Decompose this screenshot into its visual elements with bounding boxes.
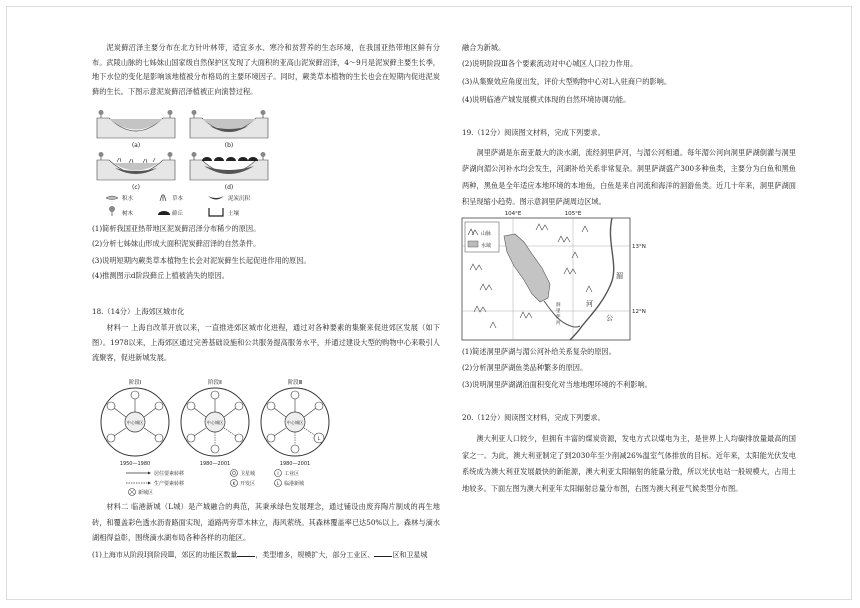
answer-blank-2[interactable] [374, 549, 392, 557]
stage-2-circle [181, 388, 249, 456]
center-city-label: 中心城区 [126, 420, 144, 425]
svg-text:I: I [277, 470, 279, 476]
legend-production: 生产要素转移 [154, 481, 185, 487]
q18-heading: 18.（14分）上海郊区城市化 [92, 307, 185, 316]
stage-years-2: 1980—2001 [199, 461, 231, 467]
svg-text:L: L [276, 480, 280, 486]
legend-water: 积水 [122, 196, 134, 202]
answer-blank-1[interactable] [237, 549, 255, 557]
soil-icon [209, 208, 223, 216]
q18-question-1 [92, 549, 427, 560]
stage-label-2: 阶段Ⅱ [208, 380, 222, 386]
peat-deposit-icon [208, 196, 224, 200]
legend-mountain: 山脉 [481, 231, 492, 237]
grass-icon [160, 194, 166, 201]
peat-legend [106, 194, 251, 217]
q18-q1-continuation: 融合为新城。 [462, 43, 506, 52]
legend-water: 水域 [481, 243, 492, 249]
legend-herb: 草本 [172, 196, 184, 202]
panel-b [190, 110, 268, 138]
q18-question-4: (4)说明临港产城发展模式体现的自然环境协调功能。 [462, 95, 631, 104]
lat-label-13: 13°N [632, 244, 646, 250]
center-city-label: 中心城区 [206, 420, 224, 425]
water-icon [468, 241, 478, 247]
q17-question-3: (3)说明短期内蕨类草本植物生长会对泥炭藓生长起促进作用的原因。 [92, 256, 311, 265]
svg-text:K: K [232, 480, 236, 486]
legend-soil: 土壤 [228, 211, 240, 217]
stage-1-circle [101, 388, 169, 456]
q18-q1-mid: ，类型增多，规模扩大，部分工业区、 [255, 551, 375, 559]
map-legend [465, 222, 499, 252]
q20-paragraph: 澳大利亚人口较少，但拥有丰富的煤炭资源，发电方式以煤电为主，是世界上人均碳排放量最高的国家之一。为此，澳大利亚制定了到2030年至少削减26%温室气体排放的目标。近年来，太阳能光伏发电系统成为澳大利亚发展最快的新能源，澳大利亚太阳辐射的能量分散，所以光伏电站一般规模大，占用土地较多。下面左图为澳大利亚年太阳辐射总量分布图，右图为澳大利亚气候类型分布图。 [462, 434, 796, 493]
tonle-sap-river-label-4: 河 [556, 321, 561, 326]
panel-d [190, 152, 268, 180]
panel-label-b: (b) [224, 142, 234, 149]
panel-a [97, 110, 175, 138]
q19-question-2: (2)分析洞里萨湖鱼类品种繁多的原因。 [462, 363, 588, 372]
panel-label-a: (a) [131, 142, 141, 149]
q20-heading: 20.（12分）阅读图文材料，完成下列要求。 [462, 413, 605, 422]
center-city-label: 中心城区 [286, 420, 304, 425]
tonle-sap-map [460, 208, 650, 344]
q18-q1-prefix: (1)上海市从阶段Ⅰ到阶段Ⅲ，郊区的功能区数量 [92, 551, 238, 559]
q18-q1-suffix: 区和卫星城 [392, 551, 428, 559]
water-icon [106, 196, 118, 200]
legend-peat: 泥炭沉积 [228, 196, 251, 202]
legend-tree: 树木 [122, 211, 134, 217]
panel-label-c: (c) [132, 184, 140, 191]
q17-question-2: (2)分析七姊妹山形成大面积泥炭藓沼泽的自然条件。 [92, 239, 261, 248]
q18-question-3: (3)从集聚效应角度出发，评价大型购物中心对L入驻商户的影响。 [462, 77, 672, 86]
q19-question-3: (3)说明洞里萨湖湖泊面积变化对当地地理环境的不利影响。 [462, 380, 652, 389]
legend-industrial: 工业区 [284, 471, 300, 477]
lon-label-105: 105°E [564, 211, 582, 217]
q17-question-1: (1)简析我国亚热带地区泥炭藓沼泽分布稀少的原因。 [92, 224, 261, 233]
q18-material1: 材料一 上海自改革开放以来，一直推进郊区城市化进程，通过对各种要素的集聚来促进郊区发展（如下图）。1978以来，上海郊区通过完善基础设施和公共服务提高服务水平，并通过建设大型的购物中心来吸引人流聚客，促进新城发展。 [92, 323, 440, 362]
shanghai-suburb-diagram [92, 376, 342, 498]
panel-c [97, 152, 175, 180]
tonle-sap-river-label-2: 里 [556, 309, 561, 314]
stage-years-3: 1980—2001 [279, 461, 311, 467]
legend-development: 开发区 [240, 481, 256, 487]
legend-newtown: 新城区 [138, 490, 154, 496]
peat-succession-diagram [92, 106, 282, 222]
city-legend [126, 470, 304, 497]
stage-label-1: 阶段Ⅰ [128, 380, 142, 386]
legend-lingang: 临港新城 [284, 481, 305, 487]
lon-label-104: 104°E [504, 211, 522, 217]
svg-text:L: L [317, 437, 321, 442]
q18-question-2: (2)说明阶段Ⅲ各个要素流动对中心城区人口拉力作用。 [462, 59, 638, 68]
mekong-label-3: 河 [586, 300, 593, 308]
stage-label-3: 阶段Ⅲ [287, 380, 303, 386]
q18-material2: 材料二 临港新城（L城）是产城融合的典范，其秉承绿色发展理念，通过铺设由废弃陶片制成的再生地砖，和覆盖彩色透水沥青路面实现，道路两旁草木林立，海风萦绕。其森林覆盖率已达50%以上。森林与滴水湖相得益彰，围绕滴水湖布局各种各样的功能区。 [92, 502, 440, 542]
legend-residential: 居住要素转移 [154, 471, 185, 477]
q17-intro: 泥炭藓沼泽主要分布在北方针叶林带，适宜多水、寒冷和贫营养的生态环境，在我国亚热带地区鲜有分布。武陵山脉的七姊妹山国家级自然保护区发现了大面积的亚高山泥炭藓沼泽，4～9月是泥炭藓主要生长季，地下水位的变化是影响该地植被分布格局的主要环境因子。同时，蕨类草本植物的生长也会在短期内促进泥炭藓的生长。下图示意泥炭藓沼泽植被正向演替过程。 [92, 43, 440, 97]
legend-hummock: 藓丘 [172, 211, 184, 217]
q19-heading: 19.（12分）阅读图文材料，完成下列要求。 [462, 128, 605, 137]
q17-question-4: (4)推测图示d阶段藓丘上植被消失的原因。 [92, 271, 229, 280]
mekong-label-2: 公 [606, 314, 613, 322]
tonle-sap-river-label-1: 洞 [556, 303, 561, 308]
hummock-icon [158, 211, 170, 215]
lat-label-12: 12°N [632, 309, 646, 315]
stage-3-circle [261, 388, 329, 456]
q19-question-1: (1)简述洞里萨湖与湄公河补给关系复杂的原因。 [462, 347, 616, 356]
stage-years-1: 1950—1980 [119, 461, 151, 467]
mekong-label-1: 湄 [616, 272, 623, 280]
q19-paragraph: 洞里萨湖是东南亚最大的淡水湖，流经洞里萨河，与湄公河相通。每年湄公河向洞里萨湖倒灌与洞里萨湖向湄公河补水均会发生，河湖补给关系非常复杂。洞里萨湖盛产300多种鱼类，主要分为白鱼和黑鱼两种，黑鱼是全年适应本地环境的本地鱼，白鱼是来自河流和海洋的洄游鱼类。近几十年来，洞里萨湖面积呈现缩小趋势。图示意洞里萨湖周边区域。 [462, 148, 796, 207]
panel-label-d: (d) [224, 184, 234, 191]
legend-satellite: 卫星城 [240, 471, 256, 477]
tonle-sap-river-label-3: 萨 [556, 315, 561, 320]
